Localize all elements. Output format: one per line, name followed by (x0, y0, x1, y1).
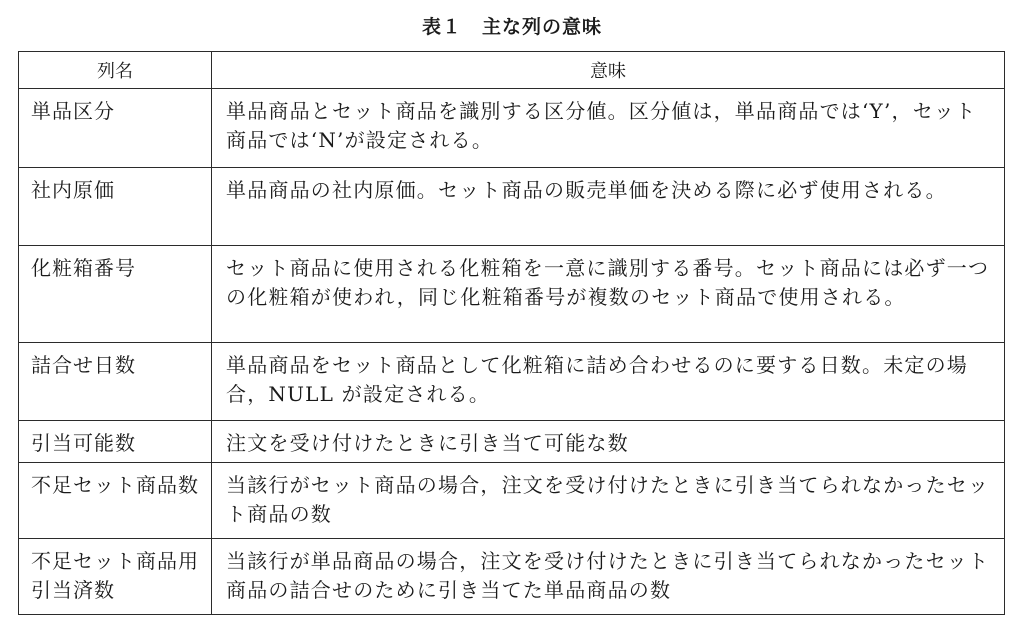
meaning-cell: 単品商品とセット商品を識別する区分値。区分値は，単品商品では‘Y’，セット商品では‘N’が設定される。 (212, 89, 1005, 168)
meaning-cell: セット商品に使用される化粧箱を一意に識別する番号。セット商品には必ず一つの化粧箱が使われ，同じ化粧箱番号が複数のセット商品で使用される。 (212, 246, 1005, 343)
column-name-cell: 引当可能数 (19, 421, 212, 463)
table-row (19, 421, 1005, 463)
header-meaning: 意味 (212, 52, 1005, 89)
meaning-cell: 当該行が単品商品の場合，注文を受け付けたときに引き当てられなかったセット商品の詰合せのために引き当てた単品商品の数 (212, 539, 1005, 615)
column-name-cell: 化粧箱番号 (19, 246, 212, 343)
table-row (19, 246, 1005, 343)
column-name-cell: 詰合せ日数 (19, 343, 212, 421)
table-header-row (19, 52, 1005, 89)
column-definition-table (18, 51, 1005, 615)
column-name-cell: 単品区分 (19, 89, 212, 168)
meaning-cell: 単品商品をセット商品として化粧箱に詰め合わせるのに要する日数。未定の場合，NULL が設定される。 (212, 343, 1005, 421)
table-row (19, 89, 1005, 168)
meaning-cell: 単品商品の社内原価。セット商品の販売単価を決める際に必ず使用される。 (212, 168, 1005, 246)
table-row (19, 463, 1005, 539)
table-row (19, 539, 1005, 615)
column-name-cell: 不足セット商品用引当済数 (19, 539, 212, 615)
column-name-cell: 社内原価 (19, 168, 212, 246)
header-column-name: 列名 (19, 52, 212, 89)
table-row (19, 343, 1005, 421)
meaning-cell: 当該行がセット商品の場合，注文を受け付けたときに引き当てられなかったセット商品の数 (212, 463, 1005, 539)
table-row (19, 168, 1005, 246)
meaning-cell: 注文を受け付けたときに引き当て可能な数 (212, 421, 1005, 463)
column-name-cell: 不足セット商品数 (19, 463, 212, 539)
table-title: 表１ 主な列の意味 (421, 16, 602, 38)
